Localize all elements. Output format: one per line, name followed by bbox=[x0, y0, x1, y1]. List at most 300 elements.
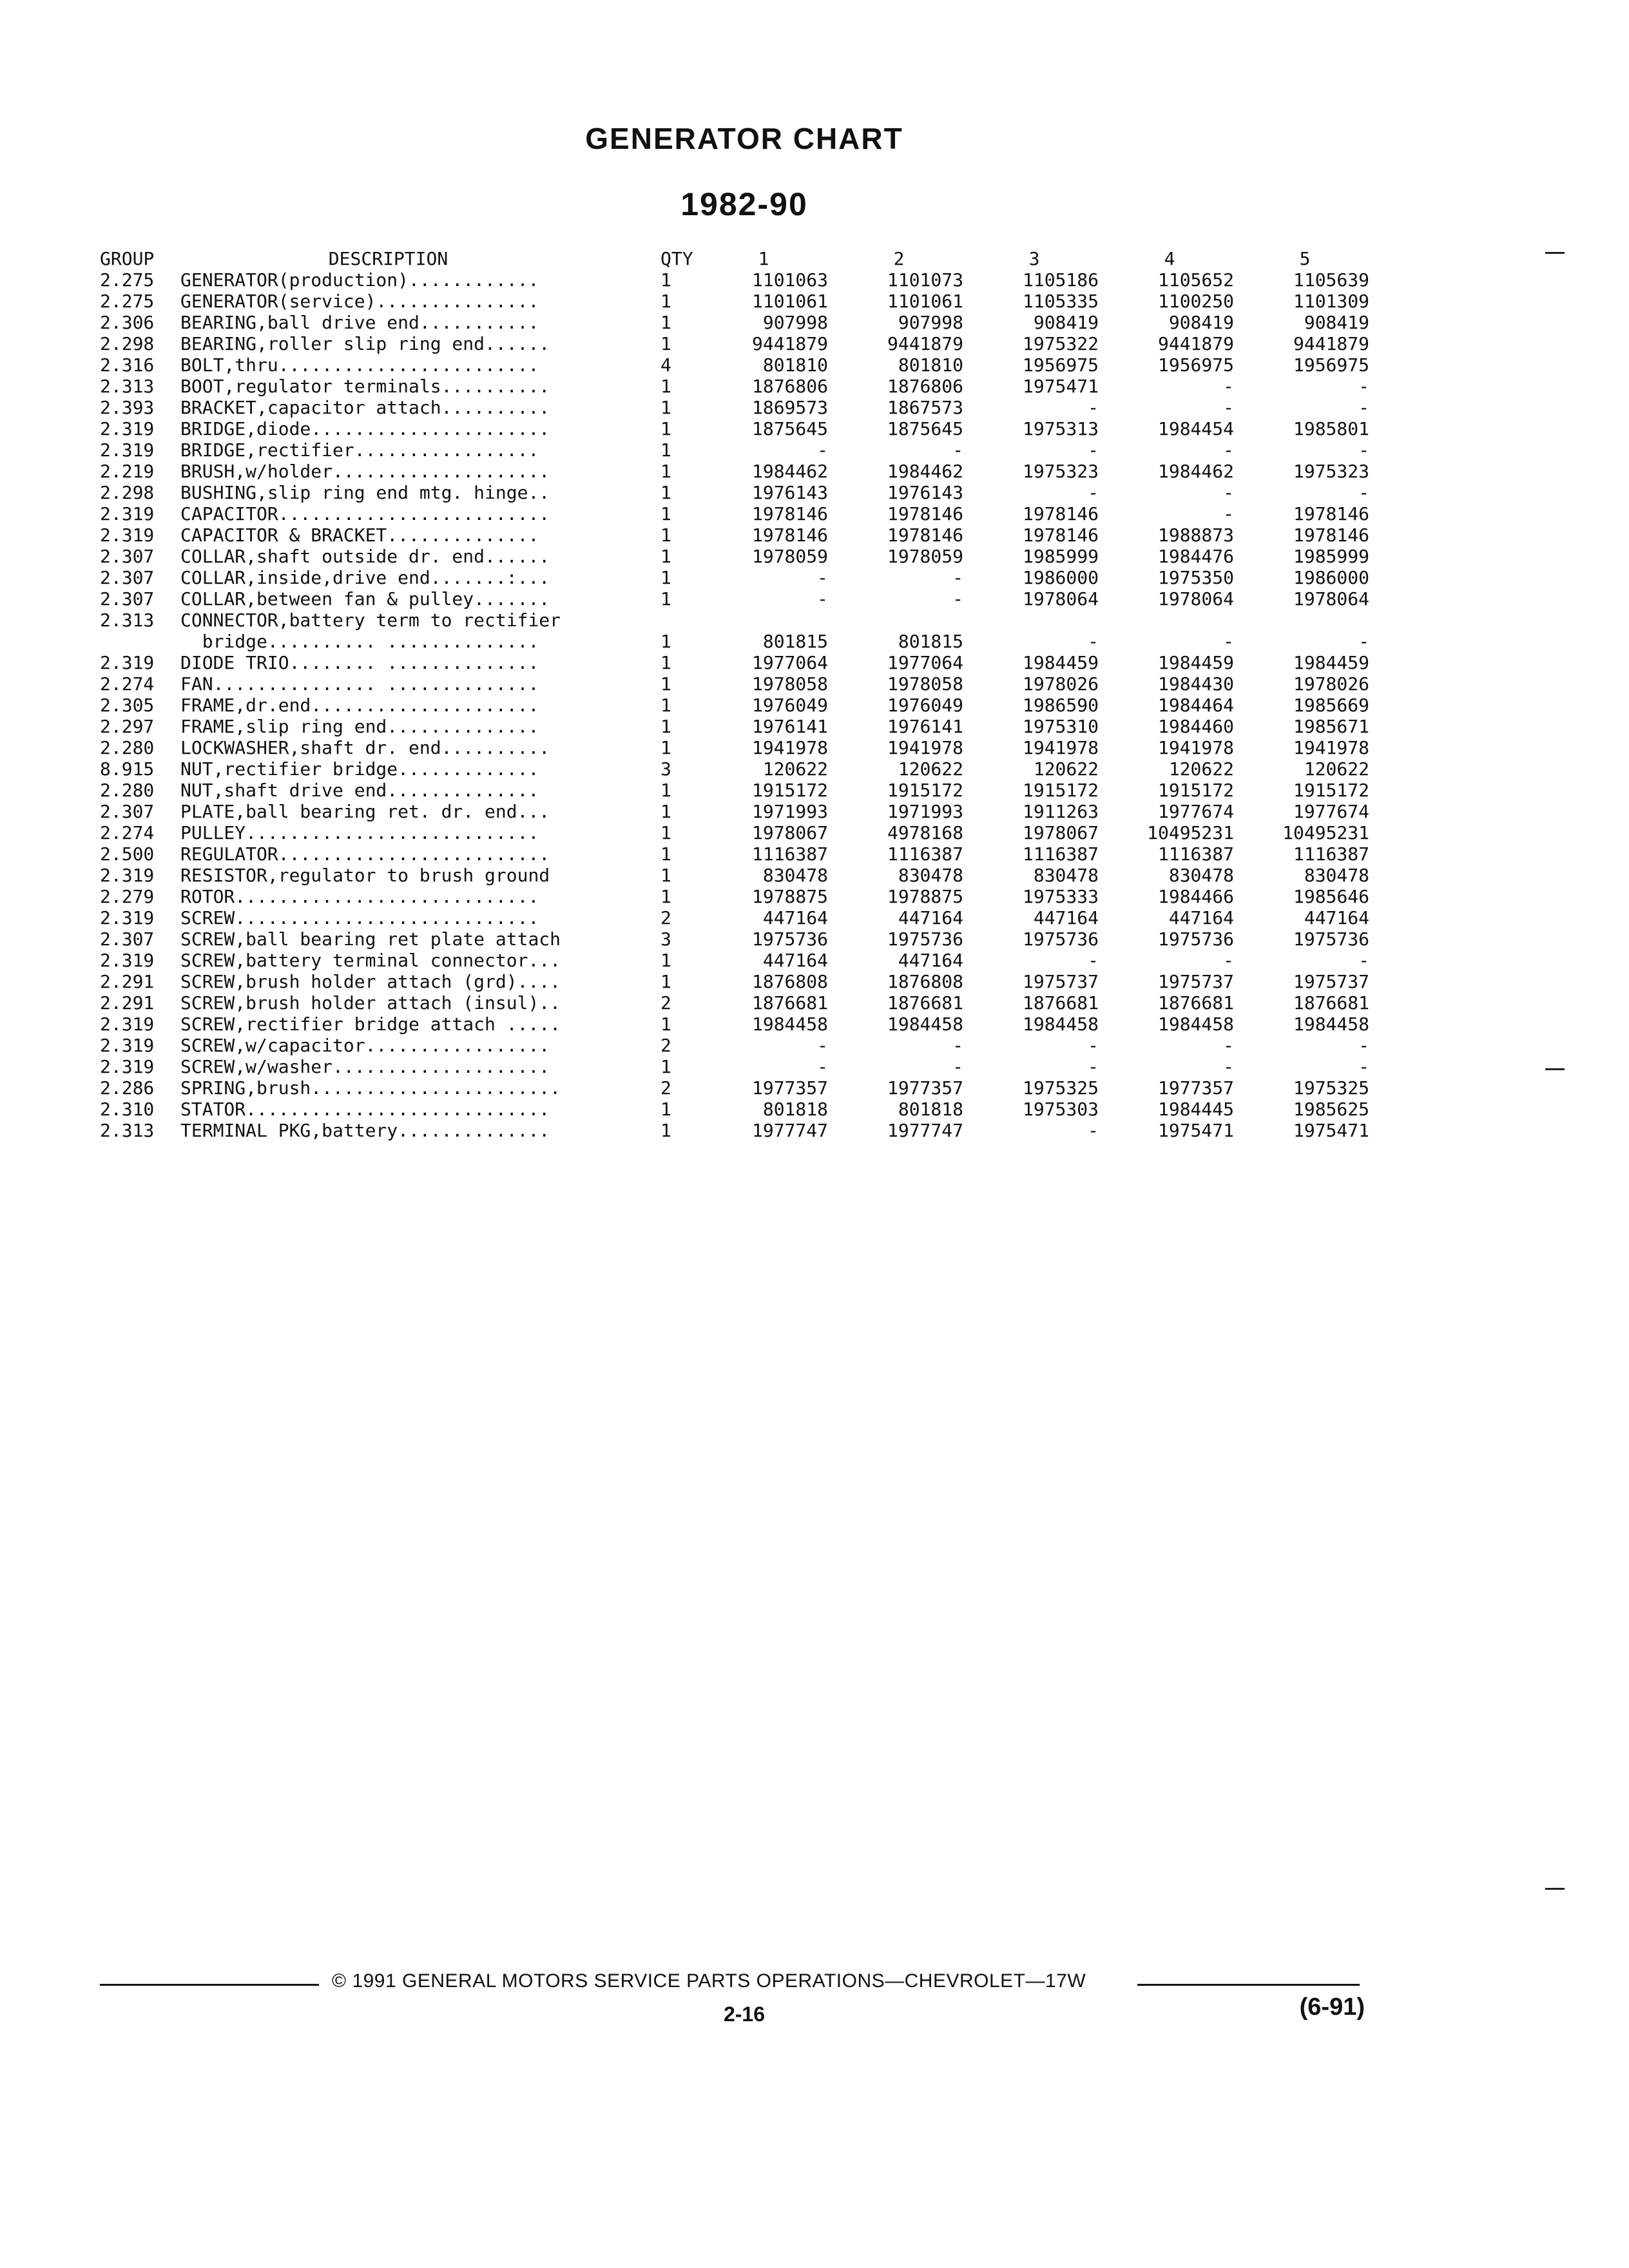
group-cell: 2.305 bbox=[100, 695, 155, 716]
model-4-part-cell: 1984454 bbox=[1157, 418, 1234, 439]
model-2-part-cell: 447164 bbox=[898, 950, 963, 971]
model-1-part-cell: 1977064 bbox=[751, 652, 828, 673]
model-2-part-cell: 1976049 bbox=[887, 695, 963, 716]
model-1-part-cell: 907998 bbox=[762, 312, 828, 333]
table-row bbox=[100, 673, 1369, 695]
group-cell: 2.298 bbox=[100, 482, 155, 503]
qty-cell: 1 bbox=[660, 312, 671, 333]
qty-cell: 1 bbox=[660, 652, 671, 673]
model-1-part-cell: 1876681 bbox=[751, 992, 828, 1014]
description-cell: REGULATOR......................... bbox=[180, 843, 550, 865]
model-3-part-cell: 1116387 bbox=[1022, 843, 1099, 865]
parts-table bbox=[100, 248, 1369, 1141]
model-3-part-cell: 1975303 bbox=[1022, 1099, 1099, 1120]
model-3-part-cell: 1975322 bbox=[1022, 333, 1099, 354]
model-2-part-cell: 830478 bbox=[898, 865, 963, 886]
group-cell: 2.307 bbox=[100, 567, 155, 588]
table-row bbox=[100, 758, 1369, 780]
model-4-part-cell: - bbox=[1223, 1035, 1234, 1056]
model-2-part-cell: 4978168 bbox=[887, 822, 963, 843]
description-cell: SCREW............................ bbox=[180, 907, 539, 928]
qty-cell: 1 bbox=[660, 461, 671, 482]
model-2-part-cell: - bbox=[952, 1035, 963, 1056]
model-4-part-cell: - bbox=[1223, 376, 1234, 397]
group-cell bbox=[100, 631, 180, 652]
model-4-part-cell: 1975737 bbox=[1157, 971, 1234, 992]
model-3-part-cell: 1978146 bbox=[1022, 503, 1099, 524]
qty-cell: 1 bbox=[660, 801, 671, 822]
table-row bbox=[100, 376, 1369, 397]
model-4-part-cell: 1984462 bbox=[1157, 461, 1234, 482]
description-cell: TERMINAL PKG,battery.............. bbox=[180, 1120, 550, 1141]
group-cell: 2.319 bbox=[100, 907, 155, 928]
model-3-part-cell: 1978064 bbox=[1022, 588, 1099, 610]
model-3-part-cell: 1915172 bbox=[1022, 780, 1099, 801]
model-2-part-cell: 801815 bbox=[898, 631, 963, 652]
model-4-part-cell: 10495231 bbox=[1147, 822, 1234, 843]
model-3-part-cell: 1978146 bbox=[1022, 524, 1099, 546]
description-cell: BRIDGE,diode...................... bbox=[180, 418, 550, 439]
model-5-part-cell: - bbox=[1358, 397, 1369, 418]
model-3-part-cell: 1978067 bbox=[1022, 822, 1099, 843]
model-2-part-cell: 1984462 bbox=[887, 461, 963, 482]
model-3-part-cell: - bbox=[1088, 1035, 1099, 1056]
header-model-1: 1 bbox=[758, 248, 769, 269]
model-3-part-cell: 120622 bbox=[1033, 758, 1099, 780]
group-cell: 2.319 bbox=[100, 524, 155, 546]
model-5-part-cell: 1956975 bbox=[1293, 354, 1369, 376]
model-5-part-cell: 1975737 bbox=[1293, 971, 1369, 992]
model-3-part-cell: 1105335 bbox=[1022, 291, 1099, 312]
model-1-part-cell: 1875645 bbox=[751, 418, 828, 439]
description-cell: LOCKWASHER,shaft dr. end.......... bbox=[180, 737, 550, 758]
description-cell: SCREW,ball bearing ret plate attach bbox=[180, 928, 561, 950]
table-row bbox=[100, 780, 1369, 801]
model-4-part-cell: 908419 bbox=[1168, 312, 1234, 333]
model-3-part-cell: 1986000 bbox=[1022, 567, 1099, 588]
table-row bbox=[100, 737, 1369, 758]
model-5-part-cell: 1101309 bbox=[1293, 291, 1369, 312]
model-3-part-cell: 1986590 bbox=[1022, 695, 1099, 716]
footer-rule-left bbox=[100, 1984, 319, 1986]
model-3-part-cell bbox=[970, 610, 1105, 631]
group-cell: 2.307 bbox=[100, 928, 155, 950]
table-row bbox=[100, 716, 1369, 737]
model-3-part-cell: 1975333 bbox=[1022, 886, 1099, 907]
description-cell: COLLAR,between fan & pulley....... bbox=[180, 588, 550, 610]
model-4-part-cell: 447164 bbox=[1168, 907, 1234, 928]
model-5-part-cell: 1984458 bbox=[1293, 1014, 1369, 1035]
description-cell: DIODE TRIO........ .............. bbox=[180, 652, 539, 673]
model-1-part-cell: 801810 bbox=[762, 354, 828, 376]
group-cell: 2.319 bbox=[100, 865, 155, 886]
group-cell: 2.307 bbox=[100, 546, 155, 567]
model-4-part-cell: 1975350 bbox=[1157, 567, 1234, 588]
qty-cell: 1 bbox=[660, 503, 671, 524]
description-cell: BRUSH,w/holder.................... bbox=[180, 461, 550, 482]
model-1-part-cell: 1978875 bbox=[751, 886, 828, 907]
model-4-part-cell: 1876681 bbox=[1157, 992, 1234, 1014]
model-2-part-cell: 1101061 bbox=[887, 291, 963, 312]
model-4-part-cell: - bbox=[1223, 950, 1234, 971]
model-2-part-cell: 1978146 bbox=[887, 524, 963, 546]
qty-cell: 1 bbox=[660, 269, 671, 291]
table-row bbox=[100, 1014, 1369, 1035]
description-cell: GENERATOR(production)............ bbox=[180, 269, 539, 291]
group-cell: 2.274 bbox=[100, 822, 155, 843]
qty-cell: 1 bbox=[660, 1014, 671, 1035]
table-row bbox=[100, 503, 1369, 524]
qty-cell: 1 bbox=[660, 1056, 671, 1077]
model-5-part-cell: 1985669 bbox=[1293, 695, 1369, 716]
table-row bbox=[100, 971, 1369, 992]
qty-cell: 2 bbox=[660, 907, 671, 928]
model-4-part-cell: 1984460 bbox=[1157, 716, 1234, 737]
model-2-part-cell: 120622 bbox=[898, 758, 963, 780]
table-row bbox=[100, 907, 1369, 928]
model-2-part-cell bbox=[834, 610, 970, 631]
model-2-part-cell: 1978058 bbox=[887, 673, 963, 695]
model-5-part-cell: 1915172 bbox=[1293, 780, 1369, 801]
model-3-part-cell: - bbox=[1088, 439, 1099, 461]
page-title: GENERATOR CHART bbox=[585, 122, 903, 155]
qty-cell: 1 bbox=[660, 843, 671, 865]
header-description: DESCRIPTION bbox=[328, 248, 448, 269]
qty-cell: 1 bbox=[660, 631, 671, 652]
model-2-part-cell: 1941978 bbox=[887, 737, 963, 758]
model-1-part-cell: 801815 bbox=[762, 631, 828, 652]
description-cell: COLLAR,shaft outside dr. end...... bbox=[180, 546, 550, 567]
model-2-part-cell: 1971993 bbox=[887, 801, 963, 822]
model-3-part-cell: 1975736 bbox=[1022, 928, 1099, 950]
table-row bbox=[100, 822, 1369, 843]
model-5-part-cell: 1975323 bbox=[1293, 461, 1369, 482]
model-1-part-cell: 1977747 bbox=[751, 1120, 828, 1141]
qty-cell: 1 bbox=[660, 1120, 671, 1141]
qty-cell: 3 bbox=[660, 758, 671, 780]
header-model-3: 3 bbox=[1028, 248, 1040, 269]
model-1-part-cell: 1869573 bbox=[751, 397, 828, 418]
table-row bbox=[100, 524, 1369, 546]
model-5-part-cell: 1985625 bbox=[1293, 1099, 1369, 1120]
model-3-part-cell: - bbox=[1088, 482, 1099, 503]
model-2-part-cell: 1984458 bbox=[887, 1014, 963, 1035]
model-4-part-cell: 1984476 bbox=[1157, 546, 1234, 567]
model-2-part-cell: 1977747 bbox=[887, 1120, 963, 1141]
model-5-part-cell: 120622 bbox=[1304, 758, 1369, 780]
qty-cell: 1 bbox=[660, 971, 671, 992]
model-5-part-cell: - bbox=[1358, 950, 1369, 971]
group-cell: 2.280 bbox=[100, 737, 155, 758]
page-number: 2-16 bbox=[723, 2003, 766, 2026]
model-5-part-cell: 1985999 bbox=[1293, 546, 1369, 567]
model-4-part-cell: 830478 bbox=[1168, 865, 1234, 886]
model-3-part-cell: 908419 bbox=[1033, 312, 1099, 333]
model-1-part-cell: - bbox=[817, 1035, 828, 1056]
margin-mark bbox=[1545, 252, 1565, 254]
model-2-part-cell: 801818 bbox=[898, 1099, 963, 1120]
header-model-4: 4 bbox=[1164, 248, 1175, 269]
model-3-part-cell: - bbox=[1088, 397, 1099, 418]
qty-cell: 1 bbox=[660, 567, 671, 588]
description-cell: BEARING,roller slip ring end...... bbox=[180, 333, 550, 354]
model-1-part-cell: 1915172 bbox=[751, 780, 828, 801]
model-5-part-cell: 830478 bbox=[1304, 865, 1369, 886]
model-5-part-cell: - bbox=[1358, 1056, 1369, 1077]
group-cell: 2.319 bbox=[100, 652, 155, 673]
model-5-part-cell: 1116387 bbox=[1293, 843, 1369, 865]
table-row bbox=[100, 950, 1369, 971]
model-1-part-cell: - bbox=[817, 1056, 828, 1077]
date-code: (6-91) bbox=[1299, 1994, 1365, 2021]
table-row bbox=[100, 801, 1369, 822]
model-1-part-cell: 1971993 bbox=[751, 801, 828, 822]
model-2-part-cell: 1976143 bbox=[887, 482, 963, 503]
model-5-part-cell: 10495231 bbox=[1282, 822, 1369, 843]
model-2-part-cell: 1975736 bbox=[887, 928, 963, 950]
model-4-part-cell: 1984464 bbox=[1157, 695, 1234, 716]
group-cell: 2.275 bbox=[100, 269, 155, 291]
model-5-part-cell: - bbox=[1358, 631, 1369, 652]
model-5-part-cell: 1985646 bbox=[1293, 886, 1369, 907]
table-row bbox=[100, 928, 1369, 950]
qty-cell: 4 bbox=[660, 354, 671, 376]
model-4-part-cell: 1975736 bbox=[1157, 928, 1234, 950]
group-cell: 2.297 bbox=[100, 716, 155, 737]
group-cell: 2.316 bbox=[100, 354, 155, 376]
model-2-part-cell: - bbox=[952, 567, 963, 588]
model-5-part-cell: 1978026 bbox=[1293, 673, 1369, 695]
description-cell: GENERATOR(service)............... bbox=[180, 291, 539, 312]
model-5-part-cell: 1978146 bbox=[1293, 503, 1369, 524]
qty-cell: 1 bbox=[660, 780, 671, 801]
model-4-part-cell bbox=[1105, 610, 1240, 631]
group-cell: 2.307 bbox=[100, 588, 155, 610]
model-1-part-cell: 1978146 bbox=[751, 503, 828, 524]
model-2-part-cell: 1978146 bbox=[887, 503, 963, 524]
model-3-part-cell: 1105186 bbox=[1022, 269, 1099, 291]
qty-cell: 1 bbox=[660, 822, 671, 843]
model-2-part-cell: 1867573 bbox=[887, 397, 963, 418]
group-cell: 8.915 bbox=[100, 758, 155, 780]
model-2-part-cell: 1116387 bbox=[887, 843, 963, 865]
table-row bbox=[100, 333, 1369, 354]
model-5-part-cell: 1978146 bbox=[1293, 524, 1369, 546]
description-cell: ROTOR............................ bbox=[180, 886, 539, 907]
qty-cell: 1 bbox=[660, 439, 671, 461]
group-cell: 2.291 bbox=[100, 992, 155, 1014]
model-2-part-cell: - bbox=[952, 1056, 963, 1077]
model-2-part-cell: 907998 bbox=[898, 312, 963, 333]
description-cell: BEARING,ball drive end........... bbox=[180, 312, 539, 333]
model-3-part-cell: 1975310 bbox=[1022, 716, 1099, 737]
model-4-part-cell: 120622 bbox=[1168, 758, 1234, 780]
description-cell: FAN............... .............. bbox=[180, 673, 539, 695]
model-2-part-cell: 801810 bbox=[898, 354, 963, 376]
model-4-part-cell: 1984445 bbox=[1157, 1099, 1234, 1120]
model-5-part-cell: 1105639 bbox=[1293, 269, 1369, 291]
model-5-part-cell: 447164 bbox=[1304, 907, 1369, 928]
model-1-part-cell: 1984462 bbox=[751, 461, 828, 482]
description-cell: SPRING,brush....................... bbox=[180, 1077, 561, 1099]
group-cell: 2.219 bbox=[100, 461, 155, 482]
margin-mark bbox=[1545, 1068, 1565, 1070]
group-cell: 2.306 bbox=[100, 312, 155, 333]
model-5-part-cell: 1977674 bbox=[1293, 801, 1369, 822]
group-cell: 2.319 bbox=[100, 503, 155, 524]
model-3-part-cell: 1975323 bbox=[1022, 461, 1099, 482]
group-cell: 2.274 bbox=[100, 673, 155, 695]
model-3-part-cell: 830478 bbox=[1033, 865, 1099, 886]
description-cell: RESISTOR,regulator to brush ground bbox=[180, 865, 550, 886]
model-2-part-cell: 1915172 bbox=[887, 780, 963, 801]
qty-cell: 1 bbox=[660, 673, 671, 695]
model-1-part-cell: 447164 bbox=[762, 950, 828, 971]
model-4-part-cell: 1978064 bbox=[1157, 588, 1234, 610]
qty-cell: 1 bbox=[660, 291, 671, 312]
model-2-part-cell: 1875645 bbox=[887, 418, 963, 439]
model-1-part-cell: 1976049 bbox=[751, 695, 828, 716]
model-2-part-cell: 1876808 bbox=[887, 971, 963, 992]
model-2-part-cell: 9441879 bbox=[887, 333, 963, 354]
model-5-part-cell: - bbox=[1358, 482, 1369, 503]
qty-cell: 3 bbox=[660, 928, 671, 950]
model-3-part-cell: 1975325 bbox=[1022, 1077, 1099, 1099]
model-5-part-cell: 1985801 bbox=[1293, 418, 1369, 439]
group-cell: 2.319 bbox=[100, 1014, 155, 1035]
table-row bbox=[100, 418, 1369, 439]
model-3-part-cell: - bbox=[1088, 631, 1099, 652]
group-cell: 2.393 bbox=[100, 397, 155, 418]
model-5-part-cell: - bbox=[1358, 1035, 1369, 1056]
model-5-part-cell: 908419 bbox=[1304, 312, 1369, 333]
table-row bbox=[100, 354, 1369, 376]
model-3-part-cell: 1975471 bbox=[1022, 376, 1099, 397]
model-3-part-cell: - bbox=[1088, 1120, 1099, 1141]
table-row bbox=[100, 652, 1369, 673]
model-3-part-cell: 1978026 bbox=[1022, 673, 1099, 695]
model-1-part-cell: 1976143 bbox=[751, 482, 828, 503]
qty-cell: 1 bbox=[660, 695, 671, 716]
group-cell: 2.319 bbox=[100, 439, 155, 461]
model-4-part-cell: 1977674 bbox=[1157, 801, 1234, 822]
table-row bbox=[100, 397, 1369, 418]
header-qty: QTY bbox=[660, 248, 693, 269]
description-cell: BOOT,regulator terminals.......... bbox=[180, 376, 550, 397]
model-2-part-cell: 1876681 bbox=[887, 992, 963, 1014]
group-cell: 2.319 bbox=[100, 1035, 155, 1056]
margin-mark bbox=[1545, 1888, 1565, 1890]
footer-copyright: © 1991 GENERAL MOTORS SERVICE PARTS OPERATIONS—CHEVROLET—17W bbox=[332, 1970, 1086, 1992]
description-cell: BOLT,thru........................ bbox=[180, 354, 539, 376]
group-cell: 2.319 bbox=[100, 1056, 155, 1077]
model-5-part-cell: 1975325 bbox=[1293, 1077, 1369, 1099]
table-row bbox=[100, 992, 1369, 1014]
model-5-part-cell: 1978064 bbox=[1293, 588, 1369, 610]
qty-cell: 1 bbox=[660, 950, 671, 971]
model-2-part-cell: 1101073 bbox=[887, 269, 963, 291]
group-cell: 2.279 bbox=[100, 886, 155, 907]
model-2-part-cell: 1977064 bbox=[887, 652, 963, 673]
model-2-part-cell: - bbox=[952, 439, 963, 461]
group-cell: 2.313 bbox=[100, 1120, 155, 1141]
qty-cell: 1 bbox=[660, 588, 671, 610]
model-5-part-cell: 1986000 bbox=[1293, 567, 1369, 588]
footer-rule-right bbox=[1137, 1984, 1360, 1986]
qty-cell: 1 bbox=[660, 418, 671, 439]
qty-cell: 1 bbox=[660, 482, 671, 503]
model-4-part-cell: 1984466 bbox=[1157, 886, 1234, 907]
model-5-part-cell: - bbox=[1358, 439, 1369, 461]
table-row bbox=[100, 291, 1369, 312]
model-2-part-cell: - bbox=[952, 588, 963, 610]
model-3-part-cell: 1911263 bbox=[1022, 801, 1099, 822]
header-model-2: 2 bbox=[893, 248, 905, 269]
header-row bbox=[100, 248, 1369, 269]
year-range: 1982-90 bbox=[680, 186, 808, 222]
model-4-part-cell: 1100250 bbox=[1157, 291, 1234, 312]
table-header bbox=[100, 248, 1369, 269]
model-2-part-cell: 1978059 bbox=[887, 546, 963, 567]
description-cell: CONNECTOR,battery term to rectifier bbox=[180, 610, 561, 631]
group-cell: 2.307 bbox=[100, 801, 155, 822]
qty-cell: 1 bbox=[660, 1099, 671, 1120]
group-cell: 2.310 bbox=[100, 1099, 155, 1120]
description-cell: PULLEY........................... bbox=[180, 822, 539, 843]
table-row bbox=[100, 865, 1369, 886]
description-cell: COLLAR,inside,drive end.......:... bbox=[180, 567, 550, 588]
header-model-5: 5 bbox=[1299, 248, 1311, 269]
model-4-part-cell: 1956975 bbox=[1157, 354, 1234, 376]
model-1-part-cell: 1984458 bbox=[751, 1014, 828, 1035]
model-1-part-cell: 447164 bbox=[762, 907, 828, 928]
group-cell: 2.319 bbox=[100, 950, 155, 971]
group-cell: 2.313 bbox=[100, 376, 155, 397]
model-1-part-cell: 1976141 bbox=[751, 716, 828, 737]
table-row bbox=[100, 1035, 1369, 1056]
qty-cell: 1 bbox=[660, 716, 671, 737]
table-row bbox=[100, 461, 1369, 482]
model-1-part-cell: 1876806 bbox=[751, 376, 828, 397]
group-cell: 2.280 bbox=[100, 780, 155, 801]
table-row bbox=[100, 843, 1369, 865]
table-row bbox=[100, 1077, 1369, 1099]
model-3-part-cell: - bbox=[1088, 950, 1099, 971]
table-row bbox=[100, 588, 1369, 610]
model-4-part-cell: 1988873 bbox=[1157, 524, 1234, 546]
model-5-part-cell: 1876681 bbox=[1293, 992, 1369, 1014]
table-row bbox=[100, 1099, 1369, 1120]
table-row bbox=[100, 312, 1369, 333]
model-1-part-cell: - bbox=[817, 567, 828, 588]
model-2-part-cell: 1977357 bbox=[887, 1077, 963, 1099]
model-4-part-cell: 1975471 bbox=[1157, 1120, 1234, 1141]
model-5-part-cell: 1984459 bbox=[1293, 652, 1369, 673]
description-cell: BUSHING,slip ring end mtg. hinge.. bbox=[180, 482, 550, 503]
model-4-part-cell: - bbox=[1223, 631, 1234, 652]
description-cell: SCREW,brush holder attach (insul).. bbox=[180, 992, 561, 1014]
model-4-part-cell: 1105652 bbox=[1157, 269, 1234, 291]
model-4-part-cell: - bbox=[1223, 397, 1234, 418]
model-3-part-cell: 1984458 bbox=[1022, 1014, 1099, 1035]
model-1-part-cell: - bbox=[817, 588, 828, 610]
model-1-part-cell: 1116387 bbox=[751, 843, 828, 865]
group-cell: 2.313 bbox=[100, 610, 155, 631]
model-1-part-cell: 9441879 bbox=[751, 333, 828, 354]
description-cell: SCREW,battery terminal connector... bbox=[180, 950, 561, 971]
model-1-part-cell: 1975736 bbox=[751, 928, 828, 950]
model-3-part-cell: 1984459 bbox=[1022, 652, 1099, 673]
